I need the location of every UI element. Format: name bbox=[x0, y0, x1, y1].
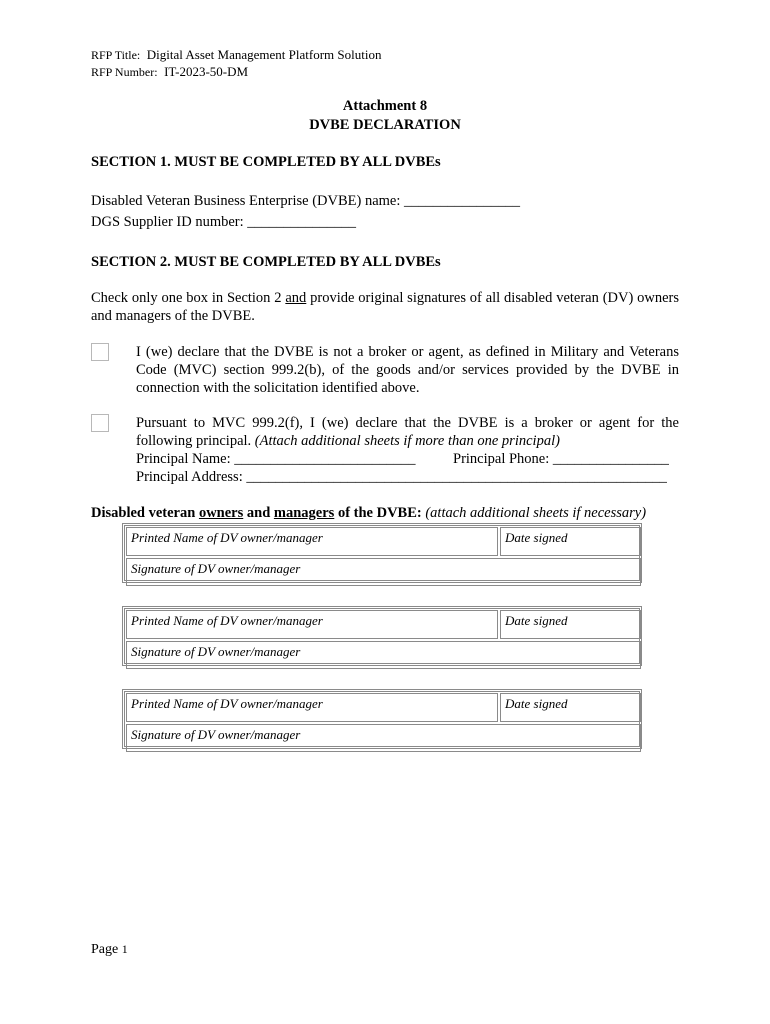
option2-statement: Pursuant to MVC 999.2(f), I (we) declare that the DVBE is a broker or agent for the following principal. bbox=[136, 415, 679, 449]
printed-name-field[interactable]: Printed Name of DV owner/manager bbox=[126, 693, 498, 722]
option2-checkbox[interactable] bbox=[91, 414, 109, 432]
owners-lead-and: and bbox=[243, 505, 274, 521]
signature-field[interactable]: Signature of DV owner/manager bbox=[126, 724, 641, 752]
rfp-number-value: IT-2023-50-DM bbox=[164, 64, 249, 79]
rfp-title-label: RFP Title: bbox=[91, 48, 141, 62]
instruction-post: provide original signatures of all disabled veteran (DV) owners and managers of the DVBE. bbox=[91, 290, 679, 324]
rfp-number-line bbox=[91, 64, 248, 80]
attachment-title: Attachment 8 bbox=[342, 98, 428, 114]
printed-name-field[interactable]: Printed Name of DV owner/manager bbox=[126, 527, 498, 556]
owners-lead-post: of the DVBE: bbox=[334, 505, 426, 521]
signature-field[interactable]: Signature of DV owner/manager bbox=[126, 558, 641, 586]
option2-text bbox=[136, 414, 679, 450]
rfp-title-line bbox=[91, 47, 381, 63]
page-label: Page bbox=[91, 942, 119, 957]
owners-lead-note: (attach additional sheets if necessary) bbox=[425, 505, 647, 521]
rfp-title-value: Digital Asset Management Platform Solution bbox=[146, 47, 382, 62]
signature-block bbox=[122, 606, 642, 666]
owners-lead-owners: owners bbox=[198, 505, 244, 521]
rfp-number-label: RFP Number: bbox=[91, 65, 158, 79]
option2-note: (Attach additional sheets if more than one principal) bbox=[254, 433, 560, 449]
owners-lead bbox=[91, 504, 646, 522]
section1-heading: SECTION 1. MUST BE COMPLETED BY ALL DVBEs bbox=[91, 154, 441, 170]
principal-address-field[interactable]: Principal Address: __________________________________________________________ bbox=[136, 469, 667, 485]
principal-phone-field[interactable]: Principal Phone: ________________ bbox=[453, 451, 669, 467]
date-signed-field[interactable]: Date signed bbox=[500, 610, 641, 639]
date-signed-field[interactable]: Date signed bbox=[500, 693, 641, 722]
dvbe-name-field[interactable]: Disabled Veteran Business Enterprise (DVBE) name: ________________ bbox=[91, 193, 521, 209]
section2-heading: SECTION 2. MUST BE COMPLETED BY ALL DVBEs bbox=[91, 254, 441, 270]
option1-text: I (we) declare that the DVBE is not a broker or agent, as defined in Military and Veterans Code (MVC) section 999.2(b), of the goods and/or services provided by the DVBE in connection with the solicitation identified above. bbox=[136, 344, 679, 396]
printed-name-field[interactable]: Printed Name of DV owner/manager bbox=[126, 610, 498, 639]
signature-field[interactable]: Signature of DV owner/manager bbox=[126, 641, 641, 669]
instruction-and: and bbox=[285, 290, 307, 306]
principal-name-field[interactable]: Principal Name: _________________________ bbox=[136, 451, 416, 467]
declaration-title: DVBE DECLARATION bbox=[309, 117, 461, 133]
instruction-pre: Check only one box in Section 2 bbox=[91, 290, 286, 306]
section2-instruction bbox=[91, 289, 679, 325]
signature-block bbox=[122, 523, 642, 583]
supplier-id-field[interactable]: DGS Supplier ID number: _______________ bbox=[91, 214, 357, 230]
date-signed-field[interactable]: Date signed bbox=[500, 527, 641, 556]
owners-lead-pre: Disabled veteran bbox=[91, 505, 199, 521]
page-footer bbox=[91, 942, 128, 958]
owners-lead-managers: managers bbox=[273, 505, 335, 521]
signature-block bbox=[122, 689, 642, 749]
option1-checkbox[interactable] bbox=[91, 343, 109, 361]
page-number: 1 bbox=[121, 942, 128, 956]
